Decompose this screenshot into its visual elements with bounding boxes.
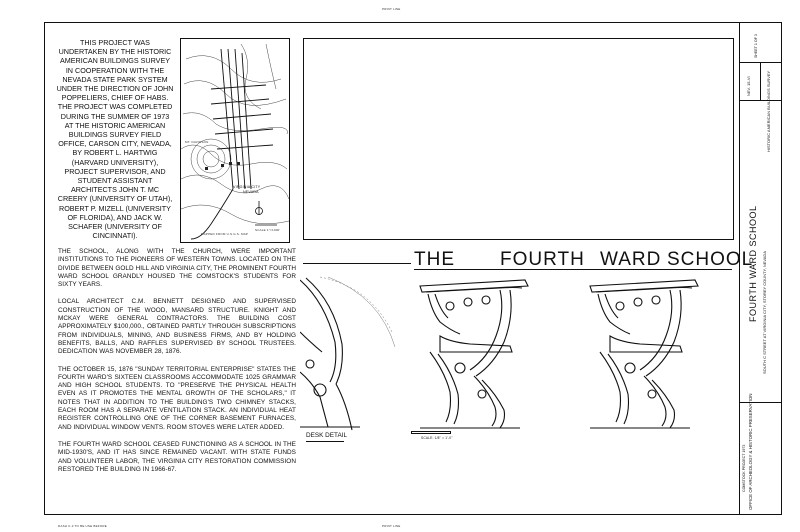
footer-left-note: DASH C-3 TO BE USE BEFORE — [58, 524, 107, 528]
title-bar — [414, 249, 754, 270]
title-rule — [303, 263, 411, 264]
map-label-source: MAPPED FROM U.S.G.S. MAP — [201, 232, 249, 236]
location-map — [180, 38, 290, 243]
title-block-project: COMSTOCK PROJECT 1973 — [742, 444, 746, 492]
map-label-scale: SCALE 1"=1000' — [255, 228, 281, 232]
title-block-divider-3 — [740, 402, 782, 403]
title-word-ward: WARD — [600, 249, 662, 270]
print-line-bottom: PRINT LINE — [382, 524, 401, 528]
title-block-divider-1 — [740, 62, 782, 63]
title-block-survey: HISTORIC AMERICAN BUILDINGS SURVEY — [766, 70, 771, 152]
title-block-survey-no: NEV. 15-VI — [746, 76, 751, 96]
desk-2 — [590, 280, 698, 428]
title-block-col-rule — [760, 62, 761, 100]
map-label-mt: MT. DAVIDSON — [185, 140, 209, 144]
title-word-the: THE — [414, 249, 455, 270]
title-block-name: FOURTH WARD SCHOOL — [748, 205, 758, 322]
desk-scale-label: SCALE: 1/8" = 1'-0" — [421, 436, 453, 440]
map-label-state: NEVADA — [243, 190, 259, 194]
paragraph-4: THE FOURTH WARD SCHOOL CEASED FUNCTIONING AS A SCHOOL IN THE MID-1930'S, AND IT HAS SINCE REMAINED VACANT. WITH STATE FUNDS AND VOLUNTEER LABOR, THE VIRGINIA CITY RESTORATION COMMISSION RESTORED THE BUILDING IN 1966-67. — [58, 440, 296, 473]
title-word-school: SCHOOL — [667, 249, 754, 270]
title-block-divider-2 — [740, 100, 782, 101]
desk-scale-bar — [411, 431, 451, 434]
title-block — [739, 22, 782, 515]
desk-drawing — [300, 272, 736, 432]
paragraph-1: THE SCHOOL, ALONG WITH THE CHURCH, WERE IMPORTANT INSTITUTIONS TO THE PIONEERS OF WESTERN TOWNS. LOCATED ON THE DIVIDE BETWEEN GOLD HILL AND VIRGINIA CITY, THE PROMINENT FOURTH WARD SCHOOL GRANDLY HOUSED THE COMSTOCK'S STUDENTS FOR SIXTY YEARS. — [58, 248, 296, 289]
title-word-fourth: FOURTH — [500, 249, 585, 270]
paragraph-2: LOCAL ARCHITECT C.M. BENNETT DESIGNED AND SUPERVISED CONSTRUCTION OF THE WOOD, MANSARD STRUCTURE. KNIGHT AND MCKAY WERE GENERAL CONTRACTORS. THE BUILDING COST APPROXIMATELY $100,000., OBTAINED PARTLY THROUGH SUBSCRIPTIONS FROM INDIVIDUALS, MINING, AND BUSINESS FIRMS, AND BY HOLDING BENEFITS, BALLS, AND RAFFLES SUPERVISED BY SCHOOL TRUSTEES. DEDICATION WAS NOVEMBER 28, 1876. — [58, 298, 296, 356]
desk-detail-rule — [306, 441, 344, 442]
desk-detail-label: DESK DETAIL — [306, 432, 348, 439]
desk-1 — [420, 280, 528, 428]
desk-detail-drawing — [300, 272, 736, 432]
print-line-top: PRINT LINE — [382, 7, 401, 11]
paragraph-3: THE OCTOBER 15, 1876 "SUNDAY TERRITORIAL ENTERPRISE" STATES THE FOURTH WARD'S SIXTEEN CLASSROOMS ACCOMMODATE 1025 GRAMMAR AND HIGH SCHOOL STUDENTS. TO "PRESERVE THE PHYSICAL HEALTH EVEN AS IT PROMOTES THE MENTAL GROWTH OF THE SCHOLARS," IT NOTES THAT IN ADDITION TO THE BUILDING'S TWO CHIMNEY STACKS, EACH ROOM HAS A SEPARATE VENTILATION STACK. AN INDIVIDUAL HEAT REGISTER CONTROLLING ONE OF THE CORNER BASEMENT FURNACES, AND INDIVIDUAL WINDOW VENTS. ROOM STOVES WERE LATER ADDED. — [58, 365, 296, 431]
elevation-frame — [303, 38, 734, 240]
desk-partial — [300, 278, 360, 430]
map-label-city: VIRGINIA CITY — [233, 185, 261, 189]
intro-text: THIS PROJECT WAS UNDERTAKEN BY THE HISTORIC AMERICAN BUILDINGS SURVEY IN COOPERATION WITH THE NEVADA STATE PARK SYSTEM UNDER THE DIRECTION OF JOHN POPPELIERS, CHIEF OF HABS. THE PROJECT WAS COMPLETED DURING THE SUMMER OF 1973 AT THE HISTORIC AMERICAN BUILDINGS SURVEY FIELD OFFICE, CARSON CITY, NEVADA, BY ROBERT L. HARTWIG (HARVARD UNIVERSITY), PROJECT SUPERVISOR, AND STUDENT ASSISTANT ARCHITECTS JOHN T. MC CREERY (UNIVERSITY OF UTAH), ROBERT P. MIZELL (UNIVERSITY OF FLORIDA), AND JACK W. SCHAFER (UNIVERSITY OF CINCINNATI). — [56, 38, 174, 241]
title-block-sheet: SHEET 1 OF 3 — [754, 34, 758, 58]
intro-block — [56, 38, 174, 240]
title-block-address: SOUTH C STREET AT VIRGINIA CITY, STOREY COUNTY, NEVADA — [762, 251, 767, 374]
title-underline — [414, 269, 732, 270]
title-block-agency: OFFICE OF ARCHEOLOGY & HISTORIC PRESERVATION — [748, 393, 753, 510]
history-text — [58, 248, 296, 474]
